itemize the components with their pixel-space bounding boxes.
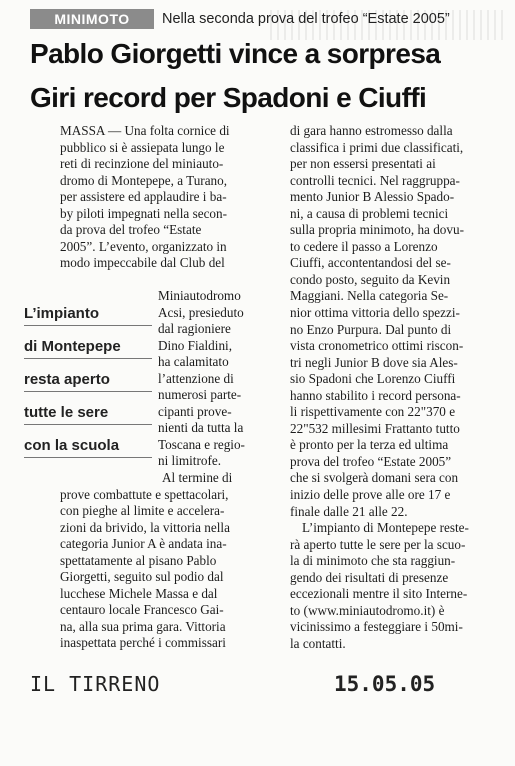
date-handwritten: 15.05.05 [334, 672, 436, 696]
body-line: controlli tecnici. Nel raggruppa- [290, 172, 460, 188]
body-line: na, alla sua prima gara. Vittoria [60, 618, 226, 634]
pull-quote-line: L’impianto [24, 302, 152, 326]
body-line: l’attenzione di [158, 370, 234, 386]
body-line: no Enzo Purpura. Dal punto di [290, 321, 452, 337]
kicker-subtitle: Nella seconda prova del trofeo “Estate 2005” [162, 11, 450, 27]
body-line: dromo di Montepepe, a Turano, [60, 172, 228, 188]
body-line: di gara hanno estromesso dalla [290, 123, 453, 138]
body-line: Maggiani. Nella categoria Se- [290, 288, 449, 304]
body-line: inizio delle prove alle ore 17 e [290, 487, 451, 503]
body-line: Miniautodromo [158, 288, 241, 303]
body-line: cipanti prove- [158, 403, 232, 419]
body-line: la di minimoto che sta raggiun- [290, 553, 456, 569]
body-line: ni, a causa di problemi tecnici [290, 205, 449, 221]
body-line: 2005”. L’evento, organizzato in [60, 238, 227, 254]
body-line: categoria Junior A è andata ina- [60, 536, 227, 552]
body-line: da prova del trofeo “Estate [60, 222, 202, 238]
body-line: MASSA — Una folta cornice di [60, 123, 230, 138]
body-line: vicinissimo a festeggiare i 50mi- [290, 619, 463, 635]
article-right-column [290, 123, 502, 653]
body-line: Ciuffi, accontentandosi del se- [290, 255, 451, 271]
article-left-column-narrow [158, 288, 276, 470]
body-line: numerosi parte- [158, 387, 242, 403]
body-line: hanno stabilito i record persona- [290, 387, 461, 403]
body-line: nior ottima vittoria dello spezzi- [290, 305, 460, 321]
body-line: per non essersi presentati ai [290, 156, 436, 172]
pull-quote-line: di Montepepe [24, 335, 152, 359]
body-line: pubblico si è assiepata lungo le [60, 139, 225, 155]
pull-quote-line: resta aperto [24, 368, 152, 392]
body-line: inaspettata perché i commissari [60, 635, 226, 651]
body-line: ha calamitato [158, 354, 229, 370]
body-line: finale dalle 21 alle 22. [290, 503, 408, 519]
body-line: è pronto per la terza ed ultima [290, 437, 449, 453]
headline-line-1: Pablo Giorgetti vince a sorpresa [30, 38, 441, 69]
body-line: con pieghe al limite e accelera- [60, 503, 225, 519]
body-line: centauro locale Francesco Gai- [60, 602, 224, 618]
body-line: la contatti. [290, 635, 346, 651]
article-left-column-top [60, 123, 278, 272]
body-line: tri negli Junior B dove sia Ales- [290, 354, 458, 370]
body-line: li rispettivamente con 22"370 e [290, 404, 456, 420]
body-line: lucchese Michele Massa e dal [60, 585, 218, 601]
body-line: nienti da tutta la [158, 420, 244, 436]
body-line: vista cronometrico ottimi riscon- [290, 338, 464, 354]
newspaper-name-handwritten: IL TIRRENO [30, 672, 161, 696]
body-line: sulla propria minimoto, ha dovu- [290, 222, 464, 238]
body-line: Giorgetti, seguito sul podio dal [60, 569, 224, 585]
body-line: zioni da brivido, la vittoria nella [60, 519, 230, 535]
body-line: per assistere ed applaudire i ba- [60, 189, 227, 205]
pull-quote [24, 302, 152, 467]
body-line: ni limitrofe. [158, 453, 221, 469]
body-line: Toscana e regio- [158, 436, 245, 452]
body-line: gendo dei risultati di presenze [290, 569, 449, 585]
body-line: to cedere il passo a Lorenzo [290, 238, 438, 254]
body-line: prove combattute e spettacolari, [60, 486, 229, 502]
body-line: dal ragioniere [158, 321, 231, 337]
body-line: sio Spadoni che Lorenzo Ciuffi [290, 371, 456, 387]
body-line: eccezionali mentre il sito Interne- [290, 586, 468, 602]
body-line: rà aperto tutte le sere per la scuo- [290, 536, 466, 552]
body-line: Al termine di [162, 470, 233, 485]
pull-quote-line: con la scuola [24, 434, 152, 458]
body-line: modo impeccabile dal Club del [60, 255, 225, 271]
body-line: spettatamente al pisano Pablo [60, 552, 217, 568]
body-line: to (www.miniautodromo.it) è [290, 602, 445, 618]
article-left-column-bottom [60, 470, 278, 652]
section-tag: MINIMOTO [30, 9, 154, 29]
body-line: condo posto, seguito da Kevin [290, 271, 451, 287]
body-line: che si svolgerà domani sera con [290, 470, 459, 486]
body-line: prova del trofeo “Estate 2005” [290, 453, 452, 469]
pull-quote-line: tutte le sere [24, 401, 152, 425]
body-line: reti di recinzione del miniauto- [60, 156, 224, 172]
body-line: by piloti impegnati nella secon- [60, 205, 228, 221]
body-line: 22"532 millesimi Frattanto tutto [290, 420, 460, 436]
body-line: Acsi, presieduto [158, 304, 244, 320]
body-line: L’impianto di Montepepe reste- [302, 520, 469, 536]
headline-line-2: Giri record per Spadoni e Ciuffi [30, 82, 427, 113]
body-line: mento Junior B Alessio Spado- [290, 189, 455, 205]
body-line: classifica i primi due classificati, [290, 139, 464, 155]
body-line: Dino Fialdini, [158, 337, 232, 353]
